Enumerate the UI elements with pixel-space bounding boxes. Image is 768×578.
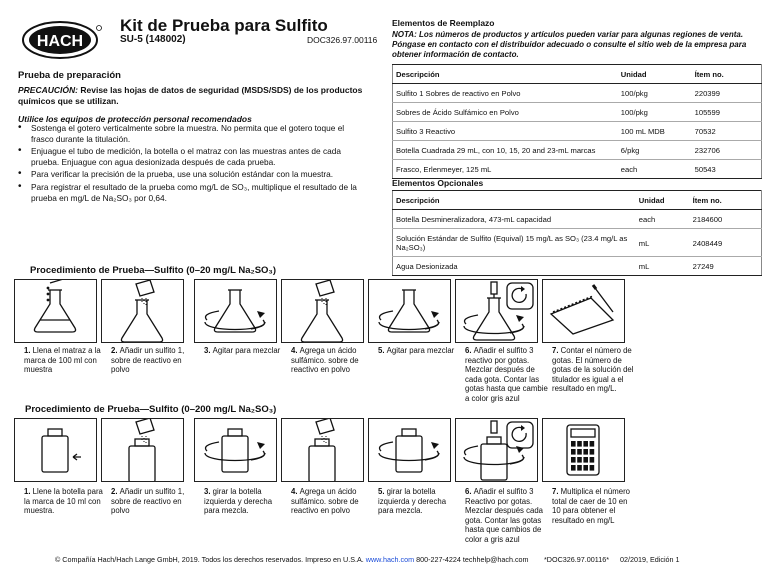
step-number: 2. [111,346,120,355]
optional-table [392,190,762,276]
step-number: 3. [204,487,213,496]
cell: 50543 [692,160,762,179]
caution-block [18,85,373,107]
step-text: Añadir el sulfito 3 Reactivo por gotas. Mezclar después cada gota. Contar las gotas hasta que cambios de color a gris azul [465,487,544,544]
cell: 2184600 [690,210,762,229]
step-caption [465,346,549,404]
table-header: Unidad [618,65,692,84]
step-caption [111,487,195,516]
step-number: 4. [291,346,300,355]
table-header: Unidad [636,191,690,210]
step-illustration [542,418,625,482]
step-caption [291,487,375,516]
step-text: girar la botella izquierda y derecha para mezcla. [378,487,447,516]
cell: 2408449 [690,229,762,257]
edition: 02/2019, Edición 1 [620,555,680,564]
copyright-text: © Compañía Hach/Hach Lange GmbH, 2019. Todos los derechos reservados. Impreso en U.S.A. [55,555,364,564]
kit-code: SU-5 (148002) [120,34,186,45]
step-caption [24,487,108,516]
step-text: Añadir un sulfito 1, sobre de reactivo en polvo [111,346,185,375]
powder-pillow-bottle-icon [282,419,363,481]
step-caption [552,487,636,525]
step-illustration [368,418,451,482]
step-caption [24,346,108,375]
cell: 220399 [692,84,762,103]
cell: 100 mL MDB [618,122,692,141]
step-illustration [281,418,364,482]
step-illustration [14,279,97,343]
step-illustration [542,279,625,343]
step-text: Añadir el sulfito 3 reactivo por gotas. Mezclar después de cada gota. Contar las gotas hasta que cambie a color gris azul [465,346,548,403]
caution-label: PRECAUCIÓN: [18,85,78,95]
cell: 27249 [690,257,762,276]
cell: mL [636,257,690,276]
notepad-pen-icon [543,280,624,342]
table-row [393,122,762,141]
cell: each [618,160,692,179]
swirl-bottle-icon [195,419,276,481]
step-number: 4. [291,487,300,496]
page-title: Kit de Prueba para Sulfito [120,16,328,35]
cell: Sobres de Ácido Sulfámico en Polvo [393,103,618,122]
list-item: • Para verificar la precisión de la prueba, use una solución estándar con la muestra. [18,169,363,180]
step-caption [291,346,375,375]
step-text: Agrega un ácido sulfámico. sobre de reactivo en polvo [291,487,359,516]
step-caption [552,346,636,394]
cell: 70532 [692,122,762,141]
step-number: 6. [465,346,474,355]
table-row [393,257,762,276]
powder-pillow-flask-icon [102,280,183,342]
contact-text: 800-227-4224 techhelp@hach.com [416,555,529,564]
step-caption [204,346,288,356]
table-header: Descripción [393,65,618,84]
step-text: Agitar para mezclar [386,346,455,355]
step-number: 6. [465,487,474,496]
cell: 100/pkg [618,103,692,122]
step-illustration [14,418,97,482]
step-illustration [368,279,451,343]
step-illustration [281,279,364,343]
step-number: 5. [378,487,387,496]
dropper-swirl-bottle-icon [456,419,537,481]
step-number: 7. [552,346,561,355]
step-text: Contar el número de gotas. El número de gotas de la solución del titulador es igual a el resultado en mg/L. [552,346,634,394]
cell: each [636,210,690,229]
cell: Botella Desmineralizadora, 473-mL capacidad [393,210,636,229]
hach-logo [22,20,102,60]
table-row [393,141,762,160]
prep-bullet-list [18,123,363,205]
step-number: 1. [24,346,33,355]
procedure-1-heading: Procedimiento de Prueba—Sulfito (0–20 mg/L Na₂SO₃) [30,265,276,276]
step-text: Llene la botella para la marca de 10 ml con muestra. [24,487,103,516]
table-header: Ítem no. [690,191,762,210]
prep-heading: Prueba de preparación [18,70,121,81]
step-text: Agitar para mezclar [212,346,281,355]
cell: 6/pkg [618,141,692,160]
step-text: Multiplica el número total de caer de 10 en 10 para obtener el resultado en mg/L [552,487,631,525]
cell: Solución Estándar de Sulfito (Equival) 15 mg/L as SO₃ (23.4 mg/L as Na₂SO₃) [393,229,636,257]
flask-dropper-icon [15,280,96,342]
step-illustration [455,418,538,482]
replacement-table [392,64,762,179]
dropper-swirl-icon [456,280,537,342]
step-number: 2. [111,487,120,496]
step-caption [204,487,288,516]
step-caption [111,346,195,375]
ppe-heading: Utilice los equipos de protección personal recomendados [18,114,252,124]
cell: 100/pkg [618,84,692,103]
table-header: Descripción [393,191,636,210]
caution-text: Revise las hojas de datos de seguridad (MSDS/SDS) de los productos químicos que se utilizan. [18,85,363,106]
table-row [393,210,762,229]
step-text: Llena el matraz a la marca de 100 ml con muestra [24,346,101,375]
procedure-2-heading: Procedimiento de Prueba—Sulfito (0–200 mg/L Na₂SO₃) [25,404,277,415]
cell: 105599 [692,103,762,122]
step-number: 3. [204,346,213,355]
step-illustration [455,279,538,343]
calculator-icon [543,419,624,481]
cell: Sulfito 3 Reactivo [393,122,618,141]
doc-number: DOC326.97.00116 [307,35,378,45]
list-item: • Para registrar el resultado de la prueba como mg/L de SO₃, multiplique el resultado de la prueba en mg/L de Na₂SO₃ por 0,64. [18,182,363,203]
table-row [393,103,762,122]
step-number: 7. [552,487,561,496]
list-item: • Enjuague el tubo de medición, la botella o el matraz con las muestras antes de cada prueba. Enjuague con agua desionizada después de cada prueba. [18,146,363,167]
swirl-bottle-icon [369,419,450,481]
table-row [393,84,762,103]
cell: Frasco, Erlenmeyer, 125 mL [393,160,618,179]
cell: mL [636,229,690,257]
cell: Botella Cuadrada 29 mL, con 10, 15, 20 and 23-mL marcas [393,141,618,160]
doc-code: *DOC326.97.00116* [544,555,609,564]
step-text: Añadir un sulfito 1, sobre de reactivo en polvo [111,487,185,516]
table-row [393,160,762,179]
step-caption [378,487,462,516]
step-caption [465,487,549,545]
footer-copyright-line [55,555,529,564]
swirl-flask-icon [195,280,276,342]
bottle-mark-icon [15,419,96,481]
powder-pillow-bottle-icon [102,419,183,481]
table-header: Ítem no. [692,65,762,84]
cell: 232706 [692,141,762,160]
replacement-heading: Elementos de Reemplazo [392,18,495,28]
table-row [393,229,762,257]
step-text: Agrega un ácido sulfámico. sobre de reactivo en polvo [291,346,359,375]
step-illustration [101,279,184,343]
step-caption [378,346,462,356]
cell: Sulfito 1 Sobres de reactivo en Polvo [393,84,618,103]
step-illustration [101,418,184,482]
website-link[interactable]: www.hach.com [365,555,415,564]
list-item: • Sostenga el gotero verticalmente sobre la muestra. No permita que el gotero toque el frasco durante la titulación. [18,123,363,144]
step-text: girar la botella izquierda y derecha para mezcla. [204,487,273,516]
step-number: 1. [24,487,33,496]
step-illustration [194,279,277,343]
step-number: 5. [378,346,387,355]
step-illustration [194,418,277,482]
logo-text: HACH [36,33,84,50]
powder-pillow-flask-icon [282,280,363,342]
optional-heading: Elementos Opcionales [392,178,484,188]
cell: Agua Desionizada [393,257,636,276]
replacement-note: NOTA: Los números de productos y artículos pueden variar para algunas regiones de venta. Póngase en contacto con el distribuidor adecuado o consulte el sitio web de la empresa para obtener información de contacto. [392,30,747,59]
swirl-flask-icon [369,280,450,342]
